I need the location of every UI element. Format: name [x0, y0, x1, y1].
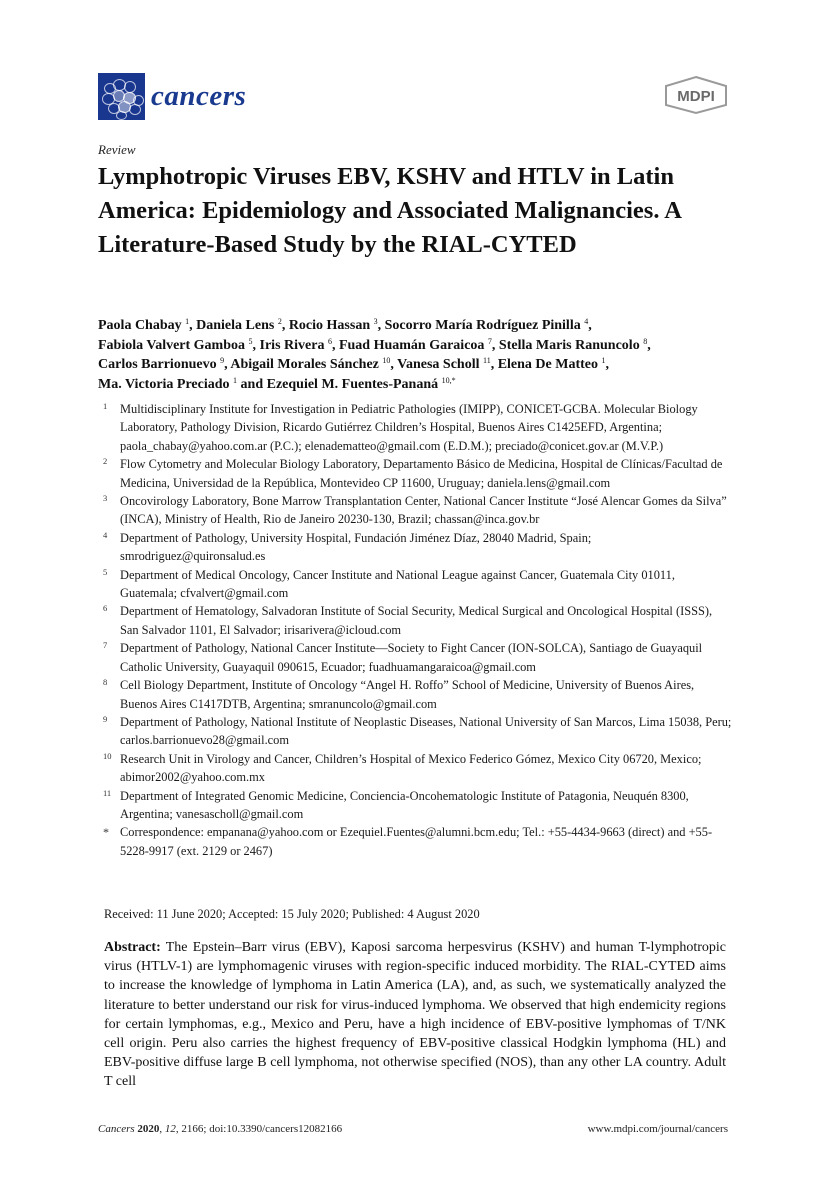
author-line	[98, 316, 738, 336]
affiliation-marker[interactable]: 1	[185, 317, 190, 326]
affiliation-number: 11	[103, 787, 112, 798]
author-name: ,	[647, 337, 651, 353]
affiliation-marker[interactable]: 6	[327, 336, 332, 346]
affiliation-number: 10	[103, 750, 112, 761]
affiliation-marker[interactable]: 11	[482, 356, 491, 365]
author-name: Fabiola Valvert Gamboa	[98, 337, 249, 353]
affiliation-item	[103, 787, 733, 824]
author-line	[98, 355, 738, 375]
affiliation-marker[interactable]: 8	[643, 336, 648, 346]
author-name: Paola Chabay	[98, 318, 186, 333]
affiliation-text: Research Unit in Virology and Cancer, Children’s Hospital of Mexico Federico Gómez, Mexico City 06720, Mexico; abimor2002@yahoo.com.mx	[120, 751, 702, 785]
author-name: Carlos Barrionuevo	[98, 357, 221, 372]
affiliation-item	[103, 566, 733, 603]
affiliation-item	[103, 676, 733, 713]
affiliation-item	[103, 400, 733, 455]
author-name: , Daniela Lens	[189, 318, 278, 333]
affiliation-text: Department of Pathology, University Hospital, Fundación Jiménez Díaz, 28040 Madrid, Spain; smrodriguez@quironsalud.es	[120, 530, 592, 564]
affiliation-marker[interactable]: 7	[487, 336, 492, 346]
footer-year: 2020	[137, 1123, 160, 1135]
affiliation-text: Correspondence: empanana@yahoo.com or Ezequiel.Fuentes@alumni.bcm.edu; Tel.: +55-4434-9663 (direct) and +55-5228-9917 (ext. 2129 or 2467)	[120, 825, 713, 858]
affiliation-number: 8	[103, 677, 108, 688]
affiliation-item	[103, 529, 733, 566]
affiliation-number: 7	[103, 640, 108, 651]
affiliation-number: 6	[103, 603, 108, 614]
affiliation-text: Multidisciplinary Institute for Investigation in Pediatric Pathologies (IMIPP), CONICET-GCBA. Molecular Biology Laboratory, Pathology Division, Ricardo Gutiérrez Children’s Hospital, Buenos Aires C1425EFD, Argentina; paola_chabay@yahoo.com.ar (P.C.); elenadematteo@gmail.com (E.D.M.); preciado@conicet.gov.ar (M.V.P.)	[120, 402, 698, 453]
abstract-label: Abstract:	[104, 940, 161, 955]
journal-logo[interactable]	[98, 73, 246, 120]
affiliation-marker[interactable]: 1	[233, 375, 238, 385]
affiliation-marker[interactable]: 3	[373, 317, 378, 326]
affiliation-text: Oncovirology Laboratory, Bone Marrow Transplantation Center, National Cancer Institute “José Alencar Gomes da Silva” (INCA), Ministry of Health, Rio de Janeiro 20230-130, Brazil; chassan@inca.gov.br	[120, 494, 727, 527]
mdpi-logo[interactable]	[662, 75, 730, 115]
affiliation-marker[interactable]: 10	[382, 356, 391, 365]
affiliation-number: 4	[103, 529, 108, 540]
author-list	[98, 316, 738, 394]
affiliation-marker[interactable]: 4	[584, 317, 589, 326]
affiliation-number: 2	[103, 456, 108, 467]
affiliation-number: 9	[103, 713, 108, 724]
affiliation-text: Department of Pathology, National Cancer Institute—Society to Fight Cancer (ION-SOLCA), Santiago de Guayaquil Catholic University, Guayaquil 090615, Ecuador; fuadhuamangaraicoa@gmail.com	[120, 641, 703, 674]
affiliation-number: 3	[103, 493, 108, 504]
affiliation-item	[103, 602, 733, 639]
author-name: , Iris Rivera	[252, 337, 328, 353]
author-name: ,	[588, 318, 592, 333]
author-name: , Socorro María Rodríguez Pinilla	[377, 318, 585, 333]
affiliation-text: Department of Pathology, National Institute of Neoplastic Diseases, National University of San Marcos, Lima 15038, Peru; carlos.barrionuevo28@gmail.com	[120, 714, 732, 748]
affiliation-text: Flow Cytometry and Molecular Biology Laboratory, Departamento Básico de Medicina, Hospital de Clínicas/Facultad de Medicina, Universidad de la República, Montevideo CP 11600, Uruguay; daniela.lens@gmail.com	[120, 457, 723, 490]
author-name: , Rocio Hassan	[281, 318, 374, 333]
footer-volume: 12	[164, 1123, 176, 1135]
citation-footer: Cancers 2020, 12, 2166; doi:10.3390/cancers12082166	[98, 1123, 343, 1135]
footer-journal: Cancers	[98, 1123, 135, 1135]
affiliation-text: Cell Biology Department, Institute of Oncology “Angel H. Roffo” School of Medicine, University of Buenos Aires, Buenos Aires C1417DTB, Argentina; smranuncolo@gmail.com	[120, 678, 695, 711]
affiliation-text: Department of Hematology, Salvadoran Institute of Social Security, Medical Surgical and Oncological Hospital (ISSS), San Salvador 1101, El Salvador; irisarivera@icloud.com	[120, 604, 713, 637]
journal-url[interactable]: www.mdpi.com/journal/cancers	[587, 1123, 728, 1135]
author-line	[98, 336, 738, 356]
affiliation-marker[interactable]: 5	[248, 336, 253, 346]
affiliation-marker[interactable]: 2	[277, 317, 282, 326]
article-title: Lymphotropic Viruses EBV, KSHV and HTLV in Latin America: Epidemiology and Associated Malignancies. A Literature-Based Study by the RIAL-CYTED	[98, 163, 681, 258]
journal-name: cancers	[151, 80, 247, 112]
author-line	[98, 375, 738, 395]
affiliation-item	[103, 492, 733, 529]
affiliation-item	[103, 713, 733, 750]
affiliation-item	[103, 639, 733, 676]
affiliation-text: Department of Medical Oncology, Cancer Institute and National League against Cancer, Guatemala City 01011, Guatemala; cfvalvert@gmail.com	[120, 567, 675, 601]
affiliation-number: 5	[103, 566, 108, 577]
publication-dates: Received: 11 June 2020; Accepted: 15 July 2020; Published: 4 August 2020	[104, 907, 480, 921]
affiliation-marker[interactable]: 10,*	[441, 375, 456, 385]
author-name: , Vanesa Scholl	[390, 357, 483, 372]
affiliation-marker[interactable]: 1	[601, 356, 606, 365]
mdpi-logo-text: MDPI	[677, 88, 715, 105]
affiliation-text: Department of Integrated Genomic Medicine, Conciencia-Oncohematologic Institute of Patagonia, Neuquén 8300, Argentina; vanesascholl@gmail.com	[120, 788, 689, 821]
article-type: Review	[98, 142, 136, 157]
cells-icon	[98, 73, 145, 120]
abstract-text: The Epstein–Barr virus (EBV), Kaposi sarcoma herpesvirus (KSHV) and human T-lymphotropic virus (HTLV-1) are lymphomagenic viruses with region-specific induced morbidity. The RIAL-CYTED aims to increase the knowledge of lymphoma in Latin America (LA), and, as such, we systematically analyzed the literature to better understand our risk for virus-induced lymphoma. We observed that high endemicity regions for certain lymphomas, e.g., Mexico and Peru, have a high incidence of EBV-positive lymphomas of T/NK cell origin. Peru also carries the highest frequency of EBV-positive classical Hodgkin lymphoma (HL) and EBV-positive diffuse large B cell lymphoma, not otherwise specified (NOS), than any other LA country. Adult T cell	[104, 940, 726, 1090]
author-name: and Ezequiel M. Fuentes-Pananá	[237, 376, 442, 392]
affiliation-item	[103, 823, 733, 860]
affiliation-marker[interactable]: 9	[220, 356, 225, 365]
affiliations	[103, 400, 733, 860]
affiliation-item	[103, 750, 733, 787]
footer-doi[interactable]: , 2166; doi:10.3390/cancers12082166	[175, 1123, 343, 1135]
abstract	[104, 938, 726, 1092]
affiliation-number: 1	[103, 401, 108, 411]
affiliation-number: *	[103, 825, 109, 840]
author-name: , Fuad Huamán Garaicoa	[331, 337, 488, 353]
author-name: , Abigail Morales Sánchez	[224, 357, 383, 372]
affiliation-item	[103, 455, 733, 492]
author-name: ,	[605, 357, 609, 372]
author-name: Ma. Victoria Preciado	[98, 376, 234, 392]
author-name: , Stella Maris Ranuncolo	[491, 337, 644, 353]
author-name: , Elena De Matteo	[490, 357, 602, 372]
